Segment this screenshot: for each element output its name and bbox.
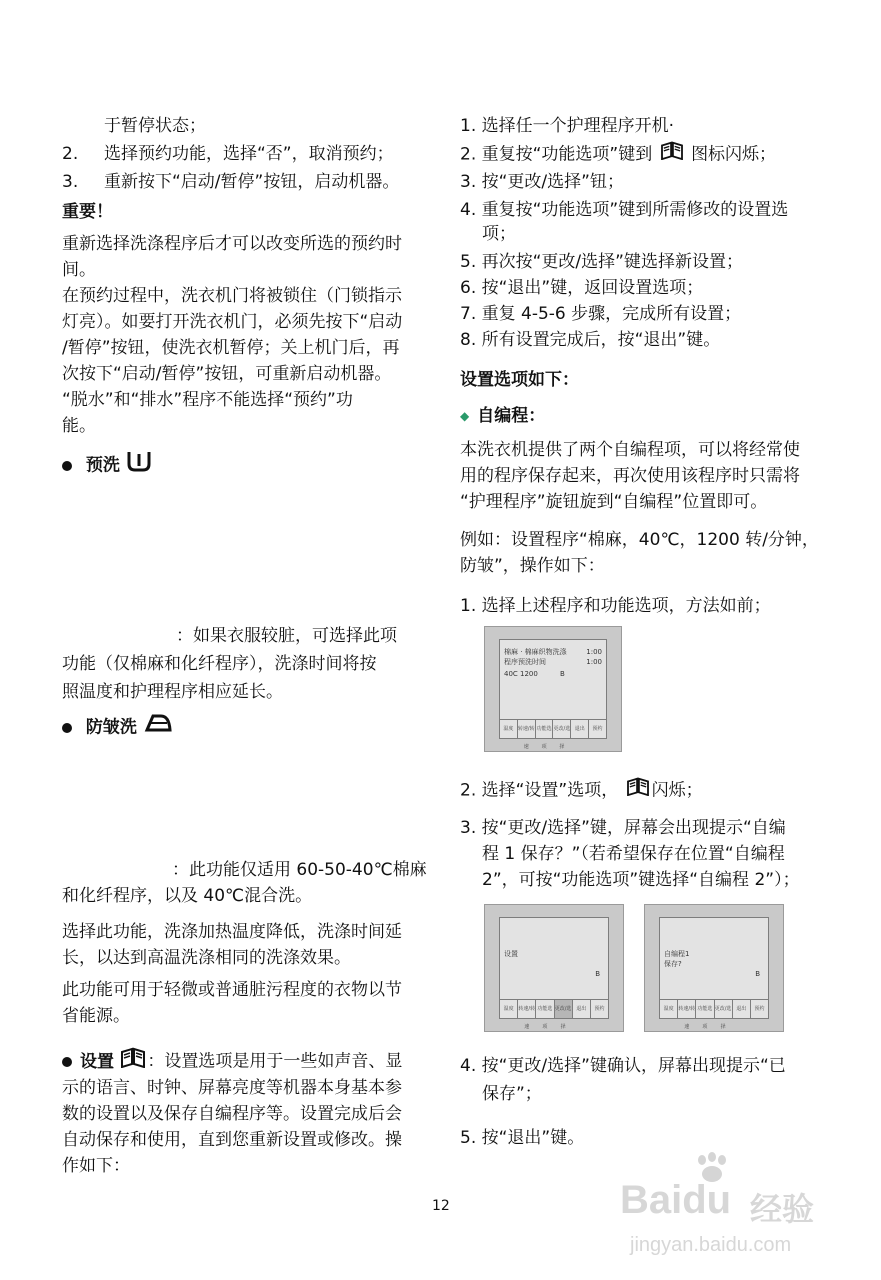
settings-book-icon bbox=[624, 776, 652, 805]
display-value: B bbox=[595, 970, 600, 978]
example-line: 防皱”，操作如下： bbox=[460, 556, 605, 576]
display-button: 转速/转速 bbox=[518, 1000, 536, 1018]
display-line: 自编程1 bbox=[664, 950, 690, 958]
display-button: 转速/转速 bbox=[518, 720, 536, 738]
iron-icon bbox=[143, 712, 173, 743]
left-step-3 bbox=[62, 168, 399, 196]
settings-step-7: 7. 重复 4-5-6 步骤，完成所有设置； bbox=[460, 304, 742, 324]
display-button: 转速/转速 bbox=[678, 1000, 696, 1018]
custom-step-3-cont: 2”，可按“功能选项”键选择“自编程 2”）； bbox=[482, 870, 800, 890]
example-line: 例如：设置程序“棉麻，40℃，1200 转/分钟， bbox=[460, 530, 819, 550]
step-text: 重新按下“启动/暂停”按钮，启动机器。 bbox=[104, 172, 400, 192]
display-value: B bbox=[560, 670, 565, 678]
paragraph-line: 灯亮）。如要打开洗衣机门，必须先按下“启动 bbox=[62, 312, 403, 332]
settings-step-3: 3. 按“更改/选择”钮； bbox=[460, 172, 624, 192]
display-value: B bbox=[755, 970, 760, 978]
display-button: 预约 bbox=[592, 726, 603, 732]
custom-desc: 本洗衣机提供了两个自编程项，可以将经常使 bbox=[460, 440, 800, 460]
watermark-brand-b: du bbox=[682, 1178, 732, 1222]
step-text: 2. 重复按“功能选项”键到 bbox=[460, 144, 653, 165]
prewash-title: 预洗 bbox=[85, 455, 120, 476]
display-button-row bbox=[660, 999, 768, 1030]
anti-crease-desc: ：此功能仅适用 60-50-40℃棉麻 bbox=[172, 860, 427, 880]
display-button-row bbox=[500, 999, 608, 1030]
anti-crease-desc: 和化纤程序，以及 40℃混合洗。 bbox=[62, 886, 313, 906]
custom-program-title: 自编程： bbox=[477, 406, 546, 426]
display-panel bbox=[659, 917, 769, 1030]
prewash-desc: 照温度和护理程序相应延长。 bbox=[62, 682, 283, 702]
paragraph-line: 次按下“启动/暂停”按钮，可重新启动机器。 bbox=[62, 364, 392, 384]
display-screen-save-prompt bbox=[644, 904, 784, 1032]
custom-step-4-cont: 保存”； bbox=[482, 1084, 542, 1104]
display-button: 温度 bbox=[500, 1000, 518, 1018]
settings-step-4-cont: 项； bbox=[482, 224, 516, 244]
options-heading: 设置选项如下： bbox=[460, 370, 579, 390]
diamond-bullet-icon: ◆ bbox=[460, 409, 470, 423]
display-button: 功能选项 bbox=[696, 1000, 714, 1018]
display-button: 预约 bbox=[754, 1006, 765, 1012]
display-value: 1:00 bbox=[586, 658, 602, 666]
step-number: 2. bbox=[62, 144, 79, 164]
page-number: 12 bbox=[432, 1198, 450, 1214]
important-heading: 重要！ bbox=[62, 202, 113, 222]
watermark-brand bbox=[620, 1178, 731, 1223]
step-text: 闪烁； bbox=[651, 780, 703, 801]
custom-step-4: 4. 按“更改/选择”键确认，屏幕出现提示“已 bbox=[460, 1056, 786, 1076]
display-screen-program bbox=[484, 626, 622, 752]
anti-crease-desc: 此功能可用于轻微或普通脏污程度的衣物以节 bbox=[62, 980, 402, 1000]
baidu-watermark bbox=[600, 1150, 870, 1270]
step-number: 3. bbox=[62, 172, 79, 192]
display-button: 更改/选择 bbox=[553, 720, 571, 738]
display-button: 退出 bbox=[733, 1000, 751, 1018]
step-text: 图标闪烁； bbox=[691, 144, 777, 165]
display-value: 1:00 bbox=[586, 648, 602, 656]
display-line: 保存? bbox=[664, 960, 682, 968]
display-line: 程序预洗时间 bbox=[504, 658, 546, 666]
settings-step-4: 4. 重复按“功能选项”键到所需修改的设置选 bbox=[460, 200, 789, 220]
watermark-url: jingyan.baidu.com bbox=[630, 1234, 792, 1256]
watermark-brand-cn: 经验 bbox=[750, 1190, 815, 1228]
paragraph-line: 间。 bbox=[62, 260, 96, 280]
anti-crease-desc: 选择此功能，洗涤加热温度降低，洗涤时间延 bbox=[62, 922, 402, 942]
settings-step-6: 6. 按“退出”键，返回设置选项； bbox=[460, 278, 704, 298]
paragraph-line: 重新选择洗涤程序后才可以改变所选的预约时 bbox=[62, 234, 402, 254]
watermark-brand-a: Bai bbox=[620, 1178, 683, 1222]
custom-step-2 bbox=[460, 776, 703, 805]
paragraph-line: 能。 bbox=[62, 416, 96, 436]
left-line-paused: 于暂停状态； bbox=[104, 116, 206, 136]
prewash-desc: ：如果衣服较脏，可选择此项 bbox=[176, 626, 397, 646]
settings-step-2 bbox=[460, 140, 776, 169]
custom-step-3: 3. 按“更改/选择”键，屏幕会出现提示“自编 bbox=[460, 818, 786, 838]
prewash-basin-icon bbox=[126, 450, 152, 481]
display-button: 温度 bbox=[500, 720, 518, 738]
anti-crease-heading bbox=[62, 712, 173, 743]
custom-step-1: 1. 选择上述程序和功能选项，方法如前； bbox=[460, 596, 771, 616]
display-button: 功能选项 bbox=[536, 1000, 554, 1018]
settings-desc: 数的设置以及保存自编程序等。设置完成后会 bbox=[62, 1104, 402, 1124]
settings-book-icon bbox=[658, 140, 686, 169]
custom-desc: “护理程序”旋钮旋到“自编程”位置即可。 bbox=[460, 492, 768, 512]
custom-step-3-cont: 程 1 保存？”（若希望保存在位置“自编程 bbox=[482, 844, 785, 864]
display-button: 更改/选择 bbox=[715, 1000, 733, 1018]
step-text: 选择预约功能，选择“否”，取消预约； bbox=[104, 144, 394, 164]
display-line: 设置 bbox=[504, 950, 518, 958]
prewash-heading bbox=[62, 450, 152, 481]
anti-crease-desc: 长，以达到高温洗涤相同的洗涤效果。 bbox=[62, 948, 351, 968]
settings-step-1: 1. 选择任一个护理程序开机· bbox=[460, 116, 675, 136]
anti-crease-title: 防皱洗 bbox=[85, 717, 137, 738]
custom-program-heading bbox=[460, 402, 545, 430]
paragraph-line: /暂停”按钮，使洗衣机暂停；关上机门后，再 bbox=[62, 338, 400, 358]
left-step-2 bbox=[62, 140, 394, 168]
display-line: 40C 1200 bbox=[504, 670, 538, 678]
settings-title: 设置 bbox=[62, 1052, 114, 1072]
step-text: 2. 选择“设置”选项， bbox=[460, 780, 619, 801]
settings-desc: 自动保存和使用，直到您重新设置或修改。操 bbox=[62, 1130, 402, 1150]
display-button-highlighted: 更改/选择 bbox=[555, 1000, 573, 1018]
settings-desc: ：设置选项是用于一些如声音、显 bbox=[147, 1051, 403, 1072]
settings-step-5: 5. 再次按“更改/选择”键选择新设置； bbox=[460, 252, 743, 272]
display-button: 预约 bbox=[594, 1006, 605, 1012]
settings-desc: 示的语言、时钟、屏幕亮度等机器本身基本参 bbox=[62, 1078, 402, 1098]
settings-step-8: 8. 所有设置完成后，按“退出”键。 bbox=[460, 330, 721, 350]
paragraph-line: “脱水”和“排水”程序不能选择“预约”功 bbox=[62, 390, 353, 410]
custom-desc: 用的程序保存起来，再次使用该程序时只需将 bbox=[460, 466, 800, 486]
display-button: 温度 bbox=[660, 1000, 678, 1018]
display-button: 功能选项 bbox=[536, 720, 554, 738]
display-button: 退出 bbox=[571, 720, 589, 738]
paragraph-line: 在预约过程中，洗衣机门将被锁住（门锁指示 bbox=[62, 286, 402, 306]
display-button: 退出 bbox=[573, 1000, 591, 1018]
display-panel bbox=[499, 639, 607, 750]
display-button-row bbox=[500, 719, 606, 750]
settings-desc: 作如下： bbox=[62, 1156, 130, 1176]
custom-step-5: 5. 按“退出”键。 bbox=[460, 1128, 585, 1148]
display-panel bbox=[499, 917, 609, 1030]
display-screen-settings bbox=[484, 904, 624, 1032]
prewash-desc: 功能（仅棉麻和化纤程序），洗涤时间将按 bbox=[62, 654, 377, 674]
settings-heading bbox=[62, 1046, 402, 1077]
display-line: 棉麻 · 棉麻织物洗涤 bbox=[504, 648, 567, 656]
settings-book-icon bbox=[119, 1046, 147, 1077]
anti-crease-desc: 省能源。 bbox=[62, 1006, 130, 1026]
